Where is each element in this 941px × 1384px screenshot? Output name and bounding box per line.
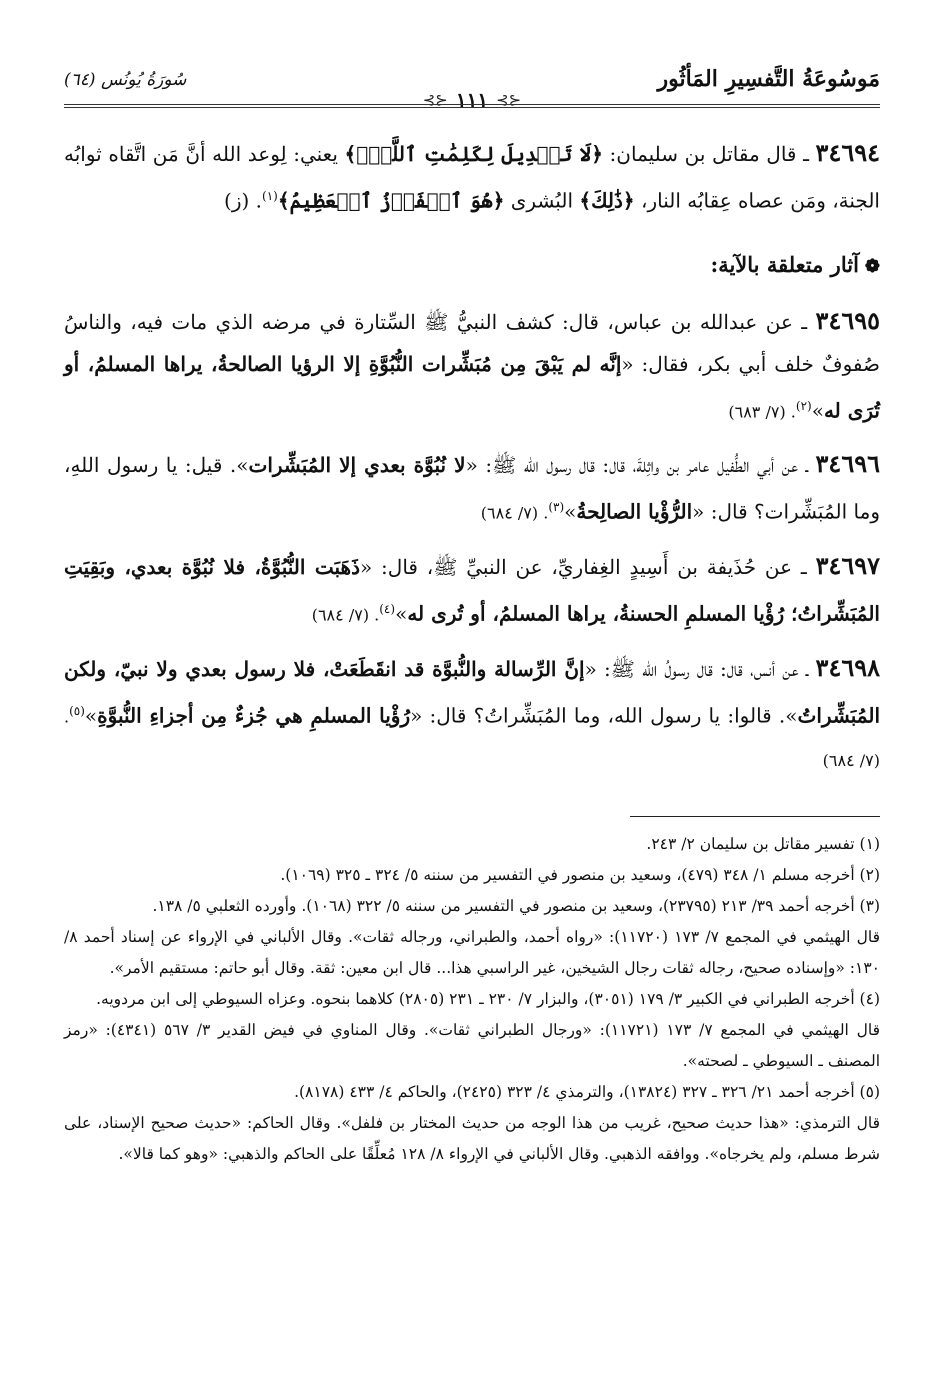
entry-34695 bbox=[64, 300, 880, 434]
entry-text: يعني: لِوعد الله أنَّ مَن اتَّقاه ثوابُه الجنة، ومَن عصاه عِقابُه النار، bbox=[64, 142, 880, 213]
flower-icon: ❁ bbox=[864, 255, 880, 277]
header-rule bbox=[64, 104, 880, 105]
entry-text: ـ عن أنس، قال: قال رسولُ الله ﷺ: « bbox=[584, 656, 816, 681]
entry-34696 bbox=[64, 443, 880, 535]
hadith-quote: رُؤْيا المسلمِ هي جُزءٌ مِن أجزاءِ النُّبوَّةِ bbox=[97, 703, 411, 728]
surah-label: سُورَةُ يُونُس (٦٤) bbox=[64, 70, 187, 90]
entry-text: ـ قال مقاتل بن سليمان: bbox=[602, 142, 816, 166]
footnote: قال الترمذي: «هذا حديث صحيح، غريب من هذا الوجه من حديث المختار بن فلفل». وقال الحاكم: «حديث صحيح الإسناد، على شرط مسلم، ولم يخرجاه». ووافقه الذهبي. وقال الألباني في الإرواء ٨/ ١٢٨ مُعلِّقًا على الحاكم والذهبي: «وهو كما قالا». bbox=[64, 1114, 880, 1164]
footnote-marker[interactable]: (١) bbox=[262, 189, 278, 203]
hadith-quote: لا نُبُوَّة بعدي إلا المُبَشِّرات bbox=[248, 453, 466, 478]
entry-number: ٣٤٦٩٨ bbox=[815, 652, 880, 682]
footnote: (٤) أخرجه الطبراني في الكبير ٣/ ١٧٩ (٣٠٥١)، والبزار ٧/ ٢٣٠ ـ ٢٣١ (٢٨٠٥) كلاهما بنحوه. وعزاه السيوطي إلى ابن مردويه. bbox=[96, 990, 880, 1009]
volume-ref: . (٧/ ٦٨٤) bbox=[64, 707, 880, 771]
footnote-marker[interactable]: (٥) bbox=[69, 703, 85, 718]
hadith-quote: ذَهَبَت النُّبُوَّةُ، فلا نُبُوَّة بعدي، وبَقِيَتِ المُبَشِّراتُ؛ رُؤْيا المسلمِ الحسنةُ، يراها المسلمُ، أو تُرى له bbox=[64, 554, 880, 626]
entry-number: ٣٤٦٩٧ bbox=[815, 550, 881, 580]
page-number-block bbox=[423, 88, 522, 112]
entry-34694 bbox=[64, 132, 880, 222]
entry-number: ٣٤٦٩٥ bbox=[815, 305, 880, 335]
hadith-quote: إنَّه لم يَبْقَ مِن مُبَشِّرات النُّبُوَّةِ إلا الرؤيا الصالحةُ، يراها المسلمُ، أو تُرَى له bbox=[64, 351, 880, 423]
footnote: (٣) أخرجه أحمد ٣٩/ ٢١٣ (٢٣٧٩٥)، وسعيد بن منصور في التفسير من سننه ٥/ ٣٢٢ (١٠٦٨). وأورده الثعلبي ٥/ ١٣٨. bbox=[152, 897, 880, 916]
quran-quote: ﴿لَا تَبۡدِيلَ لِكَلِمَٰتِ ٱللَّهِۚ﴾ bbox=[344, 142, 603, 166]
hadith-quote: الرُّؤْيا الصالِحةُ bbox=[576, 499, 693, 524]
entry-text: ». قالوا: يا رسول الله، وما المُبَشِّراتُ؟ قال: « bbox=[410, 703, 798, 728]
section-heading bbox=[64, 244, 880, 288]
entry-text: ». قيل: يا رسول اللهِ، وما المُبَشِّرات؟ قال: « bbox=[64, 453, 880, 524]
footnote: (٥) أخرجه أحمد ٢١/ ٣٢٦ ـ ٣٢٧ (١٣٨٢٤)، والترمذي ٤/ ٣٢٣ (٢٤٢٥)، والحاكم ٤/ ٤٣٣ (٨١٧٨). bbox=[294, 1083, 880, 1102]
entry-text: ـ عن عبدالله بن عباس، قال: كشف النبيُّ ﷺ السِّتارة في مرضه الذي مات فيه، والناسُ صُفوفٌ خلف أبي بكر، فقال: « bbox=[64, 309, 880, 376]
volume-ref: . (٧/ ٦٨٤) bbox=[311, 605, 380, 625]
entry-text: » bbox=[564, 499, 577, 524]
page-number: ١١١ bbox=[455, 88, 489, 112]
volume-ref: . (٧/ ٦٨٤) bbox=[480, 503, 549, 523]
footnote-separator bbox=[630, 816, 880, 817]
footnote-marker[interactable]: (٢) bbox=[795, 398, 812, 413]
footnote: (١) تفسير مقاتل بن سليمان ٢/ ٢٤٣. bbox=[646, 835, 880, 854]
volume-ref: . (٧/ ٦٨٣) bbox=[728, 402, 796, 422]
entry-text: البُشرى bbox=[504, 188, 580, 213]
entry-number: ٣٤٦٩٤ bbox=[815, 138, 880, 167]
entry-text: » bbox=[84, 703, 98, 728]
ornament-right-icon: ⊰⊱ bbox=[496, 91, 522, 109]
entry-text: » bbox=[811, 398, 824, 423]
entry-text: ـ عن حُذَيفة بن أَسِيدٍ الغِفاريِّ، عن النبيِّ ﷺ، قال: « bbox=[360, 554, 816, 579]
entry-text: » bbox=[395, 601, 408, 626]
footnote: قال الهيثمي في المجمع ٧/ ١٧٣ (١١٧٢١): «ورجال الطبراني ثقات». وقال المناوي في فيض القدير ٣/ ٥٦٧ (٤٣٤١): «رمز المصنف ـ السيوطي ـ لصحته». bbox=[64, 1021, 881, 1071]
ornament-left-icon: ⊰⊱ bbox=[422, 91, 448, 109]
book-page bbox=[64, 60, 880, 1350]
page-header bbox=[64, 60, 880, 112]
running-title: مَوسُوعَةُ التَّفسِيرِ المَأثُور bbox=[657, 66, 880, 92]
entry-text: . (ز) bbox=[224, 188, 263, 213]
entry-number: ٣٤٦٩٦ bbox=[815, 449, 880, 479]
footnote-marker[interactable]: (٣) bbox=[548, 500, 565, 515]
quran-quote: ﴿ذَٰلِكَ﴾ bbox=[579, 188, 635, 213]
footnote: قال الهيثمي في المجمع ٧/ ١٧٣ (١١٧٢٠): «رواه أحمد، والطبراني، ورجاله ثقات». وقال الألباني في الإرواء عن إسناد أحمد ٨/ ١٣٠: «وإسناده صحيح، رجاله ثقات رجال الشيخين، غير الراسبي هذا... قال ابن معين: ثقة. وقال أبو حاتم: مستقيم الأمر». bbox=[64, 928, 880, 978]
quran-quote: ﴿هُوَ ٱلۡفَوۡزُ ٱلۡعَظِيمُ﴾ bbox=[277, 188, 505, 213]
footnote-marker[interactable]: (٤) bbox=[379, 601, 396, 616]
footnotes bbox=[64, 829, 880, 1170]
hadith-quote: إنَّ الرِّسالة والنُّبوَّة قد انقَطَعَتْ، فلا رسول بعدي ولا نبيّ، ولكن المُبَشِّراتُ bbox=[64, 656, 881, 728]
entry-34697 bbox=[64, 545, 880, 637]
entry-text: ـ عن أبي الطُّفيل عامر بن واثِلةَ، قال: قال رسول الله ﷺ: « bbox=[465, 453, 816, 478]
main-text bbox=[64, 132, 880, 782]
footnote: (٢) أخرجه مسلم ١/ ٣٤٨ (٤٧٩)، وسعيد بن منصور في التفسير من سننه ٥/ ٣٢٤ ـ ٣٢٥ (١٠٦٩). bbox=[280, 866, 880, 885]
entry-34698 bbox=[64, 647, 880, 783]
header-rule-double bbox=[64, 107, 880, 108]
section-heading-text: آثار متعلقة بالآية: bbox=[710, 251, 859, 277]
